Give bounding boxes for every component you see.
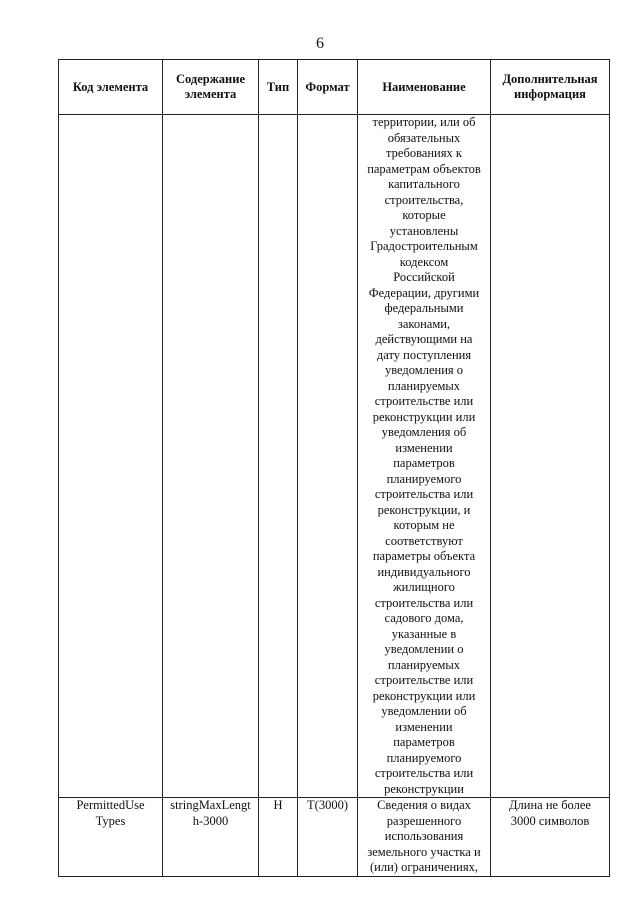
header-content: Содержание элемента <box>163 60 259 115</box>
table-row <box>59 115 610 798</box>
cell-code-empty <box>59 115 163 798</box>
cell-info: Длина не более 3000 символов <box>491 798 610 877</box>
table-row <box>59 798 610 877</box>
header-info: Дополнительная информация <box>491 60 610 115</box>
cell-type: Н <box>259 798 298 877</box>
cell-name: Сведения о видах разрешенного использования земельного участка и (или) ограничениях, <box>358 798 491 877</box>
header-name: Наименование <box>358 60 491 115</box>
element-spec-table <box>58 59 610 877</box>
header-format: Формат <box>298 60 358 115</box>
cell-content: stringMaxLengt h-3000 <box>163 798 259 877</box>
cell-format: T(3000) <box>298 798 358 877</box>
cell-code: PermittedUse Types <box>59 798 163 877</box>
cell-info-empty <box>491 115 610 798</box>
cell-content-empty <box>163 115 259 798</box>
header-type: Тип <box>259 60 298 115</box>
cell-type-empty <box>259 115 298 798</box>
table-header-row <box>59 60 610 115</box>
page-number: 6 <box>316 35 324 52</box>
cell-name-continued: территории, или об обязательных требованиях к параметрам объектов капитального строительства, которые установлены Градостроительным кодексом Российской Федерации, другими федеральными законами, действующими на дату поступления уведомления о планируемых строительстве или реконструкции или уведомления об изменении параметров планируемого строительства или реконструкции, и которым не соответствуют параметры объекта индивидуального жилищного строительства или садового дома, указанные в уведомлении о планируемых строительстве или реконструкции или уведомлении об изменении параметров планируемого строительства или реконструкции <box>358 115 491 798</box>
header-code: Код элемента <box>59 60 163 115</box>
cell-format-empty <box>298 115 358 798</box>
